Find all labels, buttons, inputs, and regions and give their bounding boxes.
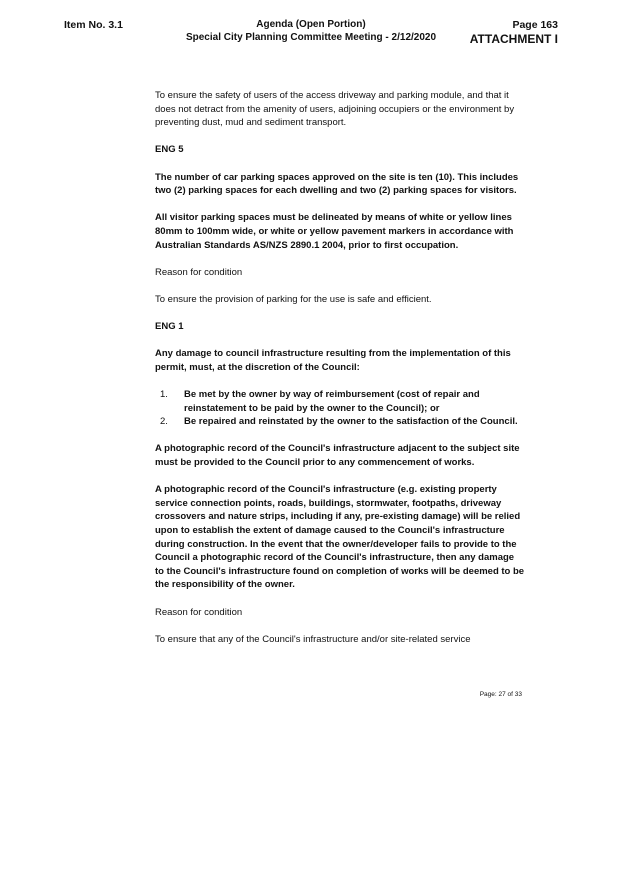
list-item (155, 388, 525, 415)
attachment-label: ATTACHMENT I (469, 32, 558, 46)
paragraph: To ensure the safety of users of the access driveway and parking module, and that it does not detract from the amenity of users, adjoining occupiers or the environment by preventing dust, mud and sediment transport. (155, 90, 515, 129)
page-header-right (470, 19, 558, 46)
list-item-number: 1. (160, 389, 168, 401)
section-heading-eng5: ENG 5 (155, 144, 184, 156)
document-body (155, 89, 525, 660)
reason-heading: Reason for condition (155, 606, 243, 618)
page-count: Page: 27 of 33 (479, 691, 522, 698)
reason-heading: Reason for condition (155, 266, 243, 278)
meeting-title: Special City Planning Committee Meeting - 2/12/2020 (185, 31, 437, 43)
paragraph: To ensure the provision of parking for the use is safe and efficient. (155, 293, 432, 305)
section-heading-eng1: ENG 1 (155, 321, 184, 333)
paragraph: A photographic record of the Council's infrastructure adjacent to the subject site must be provided to the Council prior to any commencement of works. (155, 443, 520, 469)
numbered-list (155, 388, 525, 429)
paragraph: All visitor parking spaces must be delineated by means of white or yellow lines 80mm to 100mm wide, or white or yellow pavement markers in accordance with Australian Standards AS/NZS 2890.1 2004, prior to first occupation. (155, 212, 514, 251)
list-item (155, 415, 525, 429)
paragraph: The number of car parking spaces approved on the site is ten (10). This includes two (2) parking spaces for each dwelling and two (2) parking spaces for visitors. (155, 171, 519, 197)
paragraph: To ensure that any of the Council's infrastructure and/or site-related service (155, 633, 471, 645)
agenda-title: Agenda (Open Portion) (256, 19, 366, 30)
paragraph: Any damage to council infrastructure resulting from the implementation of this permit, must, at the discretion of the Council: (155, 348, 511, 373)
page-number: Page 163 (512, 19, 558, 31)
item-number: Item No. 3.1 (64, 19, 123, 31)
paragraph: A photographic record of the Council's infrastructure (e.g. existing property service connection points, roads, buildings, stormwater, footpaths, driveway crossovers and nature strips, including if any, pre-existing damage) will be relied upon to establish the extent of damage caused to the Council's infrastructure during construction. In the event that the owner/developer fails to provide to the Council a photographic record of the Council's infrastructure, then any damage to the Council's infrastructure found on completion of works will be deemed to be the responsibility of the owner. (155, 484, 525, 591)
list-item-text: Be repaired and reinstated by the owner to the satisfaction of the Council. (184, 416, 518, 428)
list-item-text: Be met by the owner by way of reimbursement (cost of repair and reinstatement to be paid by the owner to the Council); or (184, 389, 480, 414)
list-item-number: 2. (160, 416, 168, 428)
